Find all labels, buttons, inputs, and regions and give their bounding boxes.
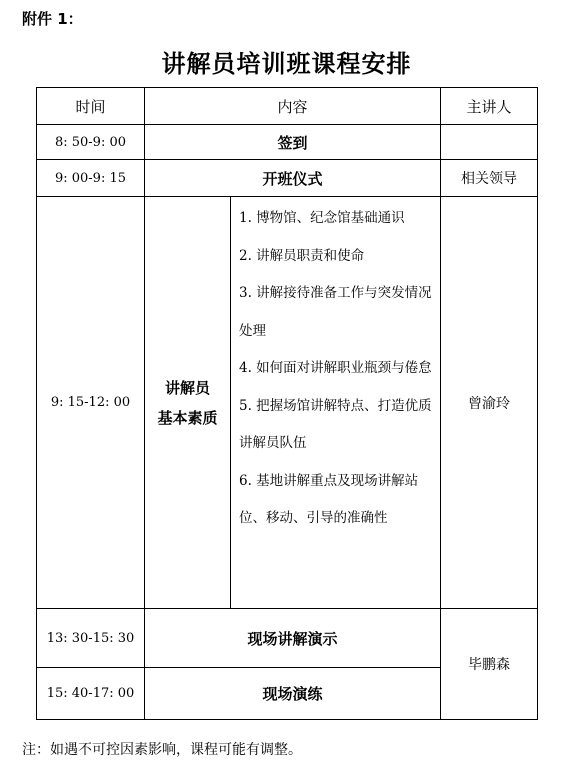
course-item: 2. 讲解员职责和使命 (239, 247, 365, 264)
module-title-line: 基本素质 (157, 408, 218, 427)
table-header-row (37, 88, 538, 125)
attachment-label: 附件 1： (22, 10, 83, 28)
row-content: 开班仪式 (145, 160, 441, 197)
row-time: 9: 00-9: 15 (37, 160, 145, 197)
row-content: 签到 (145, 125, 441, 160)
header-content: 内容 (145, 88, 441, 125)
row-speaker (441, 125, 538, 160)
row-time: 9: 15-12: 00 (37, 197, 145, 609)
course-item: 4. 如何面对讲解职业瓶颈与倦怠 (239, 360, 432, 376)
row-time: 8: 50-9: 00 (37, 125, 145, 160)
row-speaker: 相关领导 (441, 160, 538, 197)
course-item: 1. 博物馆、纪念馆基础通识 (239, 210, 405, 226)
course-item: 5. 把握场馆讲解特点、打造优质讲解员队伍 (239, 397, 432, 451)
course-item: 3. 讲解接待准备工作与突发情况处理 (239, 285, 432, 339)
table-row (37, 125, 538, 160)
header-speaker: 主讲人 (441, 88, 538, 125)
row-content: 现场演练 (145, 668, 441, 720)
row-content: 现场讲解演示 (145, 609, 441, 668)
header-time: 时间 (37, 88, 145, 125)
row-speaker: 毕鹏森 (441, 609, 538, 720)
row-time: 13: 30-15: 30 (37, 609, 145, 668)
row-time: 15: 40-17: 00 (37, 668, 145, 720)
row-speaker: 曾渝玲 (441, 197, 538, 609)
module-title-line: 讲解员 (164, 378, 210, 397)
course-items (231, 197, 441, 609)
footnote: 注：如遇不可控因素影响，课程可能有调整。 (22, 742, 302, 758)
course-item: 6. 基地讲解重点及现场讲解站位、移动、引导的准确性 (239, 472, 419, 526)
module-title (145, 197, 231, 609)
table-row (37, 160, 538, 197)
table-row (37, 609, 538, 668)
schedule-table (36, 87, 538, 720)
table-row (37, 197, 538, 609)
document-title: 讲解员培训班课程安排 (161, 50, 412, 78)
